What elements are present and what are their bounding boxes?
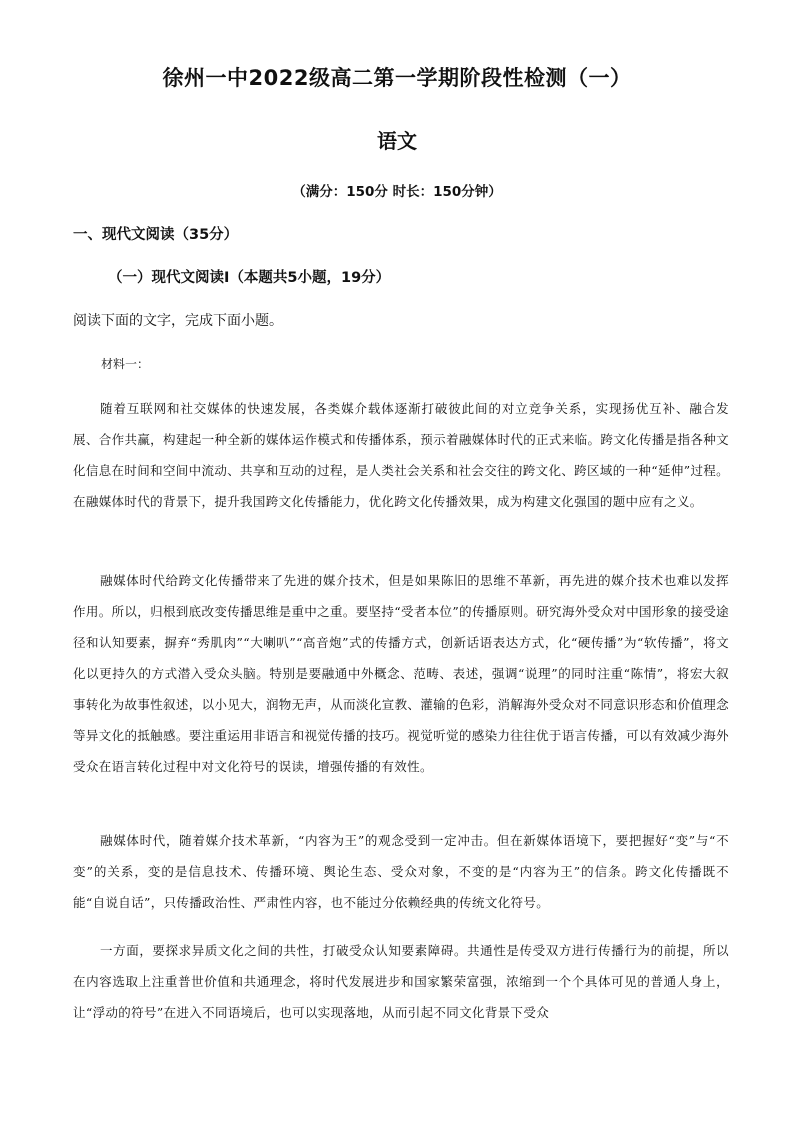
subject-title: 语文 [377,129,417,153]
paragraph: 融媒体时代给跨文化传播带来了先进的媒介技术，但是如果陈旧的思维不革新，再先进的媒介技术也难以发挥作用。所以，归根到底改变传播思维是重中之重。要坚持“受者本位”的传播原则。研究海外受众对中国形象的接受途径和认知要素，摒弃“秀肌肉”“大喇叭”“高音炮”式的传播方式，创新话语表达方式，化“硬传播”为“软传播”，将文化以更持久的方式潜入受众头脑。特别是要融通中外概念、范畴、表述，强调“说理”的同时注重“陈情”，将宏大叙事转化为故事性叙述，以小见大，润物无声，从而淡化宣教、灌输的色彩，消解海外受众对不同意识形态和价值理念等异文化的抵触感。要注重运用非语言和视觉传播的技巧。视觉听觉的感染力往往优于语言传播，可以有效减少海外受众在语言转化过程中对文化符号的误读，增强传播的有效性。 [73,573,729,774]
subsection-heading: （一）现代文阅读Ⅰ（本题共5小题，19分） [108,270,391,286]
paragraph: 随着互联网和社交媒体的快速发展，各类媒介载体逐渐打破彼此间的对立竞争关系，实现扬优互补、融合发展、合作共赢，构建起一种全新的媒体运作模式和传播体系，预示着融媒体时代的正式来临。跨文化传播是指各种文化信息在时间和空间中流动、共享和互动的过程，是人类社会关系和社会交往的跨文化、跨区域的一种“延伸”过程。在融媒体时代的背景下，提升我国跨文化传播能力，优化跨文化传播效果，成为构建文化强国的题中应有之义。 [73,401,729,509]
material-label: 材料一： [101,357,150,371]
paragraph: 融媒体时代，随着媒介技术革新，“内容为王”的观念受到一定冲击。但在新媒体语境下，要把握好“变”与“不变”的关系，变的是信息技术、传播环境、舆论生态、受众对象，不变的是“内容为王”的信条。跨文化传播既不能“自说自话”，只传播政治性、严肃性内容，也不能过分依赖经典的传统文化符号。 [73,833,729,910]
exam-title: 徐州一中2022级高二第一学期阶段性检测（一） [162,66,632,90]
section-heading: 一、现代文阅读（35分） [73,227,239,243]
paragraph: 一方面，要探求异质文化之间的共性，打破受众认知要素障碍。共通性是传受双方进行传播行为的前提，所以在内容选取上注重普世价值和共通理念，将时代发展进步和国家繁荣富强，浓缩到一个个具体可见的普通人身上，让“浮动的符号”在进入不同语境后，也可以实现落地，从而引起不同文化背景下受众 [73,943,729,1020]
reading-instruction: 阅读下面的文字，完成下面小题。 [73,313,283,329]
exam-meta: （满分：150分 时长：150分钟） [292,184,502,200]
